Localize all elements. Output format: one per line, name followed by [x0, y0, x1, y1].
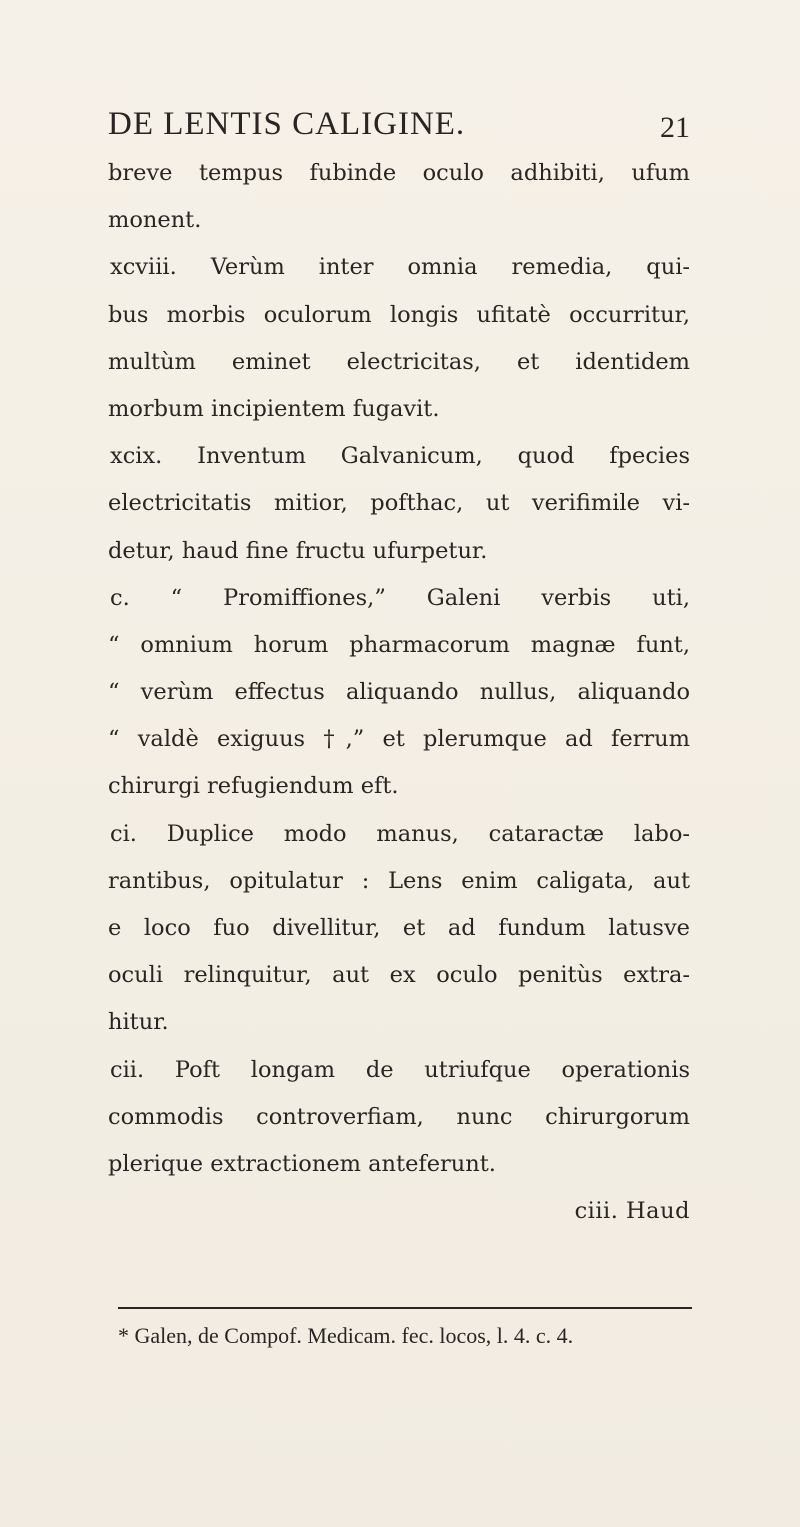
text-line: multùm eminet electricitas, et identidem — [108, 348, 690, 375]
text-line: bus morbis oculorum longis ufitatè occurritur, — [108, 301, 690, 328]
text-line: rantibus, opitulatur : Lens enim caligata, aut — [108, 867, 690, 894]
text-line: detur, haud fine fructu ufurpetur. — [108, 537, 488, 564]
footnote: * Galen, de Compof. Medicam. fec. locos, l. 4. c. 4. — [118, 1323, 574, 1348]
text-line: “ valdè exiguus †,” et plerumque ad ferrum — [108, 726, 690, 753]
text-line: morbum incipientem fugavit. — [108, 395, 440, 422]
paragraph-c: c. “ Promiffiones,” Galeni verbis uti, — [110, 584, 690, 611]
paragraph-xcviii: xcviii. Verùm inter omnia remedia, qui- — [110, 254, 690, 281]
page-header — [108, 104, 690, 144]
catchword: ciii. Haud — [574, 1198, 690, 1225]
text-line: breve tempus fubinde oculo adhibiti, ufum — [108, 160, 690, 186]
footnote-divider — [118, 1307, 692, 1309]
running-title: DE LENTIS CALIGINE. — [108, 106, 466, 142]
text-line: monent. — [108, 207, 202, 234]
text-line: hitur. — [108, 1009, 169, 1036]
text-line: oculi relinquitur, aut ex oculo penitùs extra- — [108, 962, 690, 989]
text-line: electricitatis mitior, pofthac, ut verifimile vi- — [108, 490, 690, 517]
text-line: “ verùm effectus aliquando nullus, aliquando — [108, 679, 690, 706]
paragraph-cii: cii. Poft longam de utriufque operationis — [110, 1056, 690, 1083]
paragraph-ci: ci. Duplice modo manus, cataractæ labo- — [110, 820, 690, 847]
text-line: plerique extractionem anteferunt. — [108, 1150, 496, 1177]
text-line: e loco fuo divellitur, et ad fundum latusve — [108, 915, 690, 941]
page-number: 21 — [660, 111, 690, 144]
body-text — [108, 150, 690, 1235]
text-line: “ omnium horum pharmacorum magnæ funt, — [108, 631, 690, 658]
text-line: commodis controverfiam, nunc chirurgorum — [108, 1103, 690, 1130]
paragraph-xcix: xcix. Inventum Galvanicum, quod fpecies — [110, 443, 690, 470]
text-line: chirurgi refugiendum eft. — [108, 773, 399, 800]
